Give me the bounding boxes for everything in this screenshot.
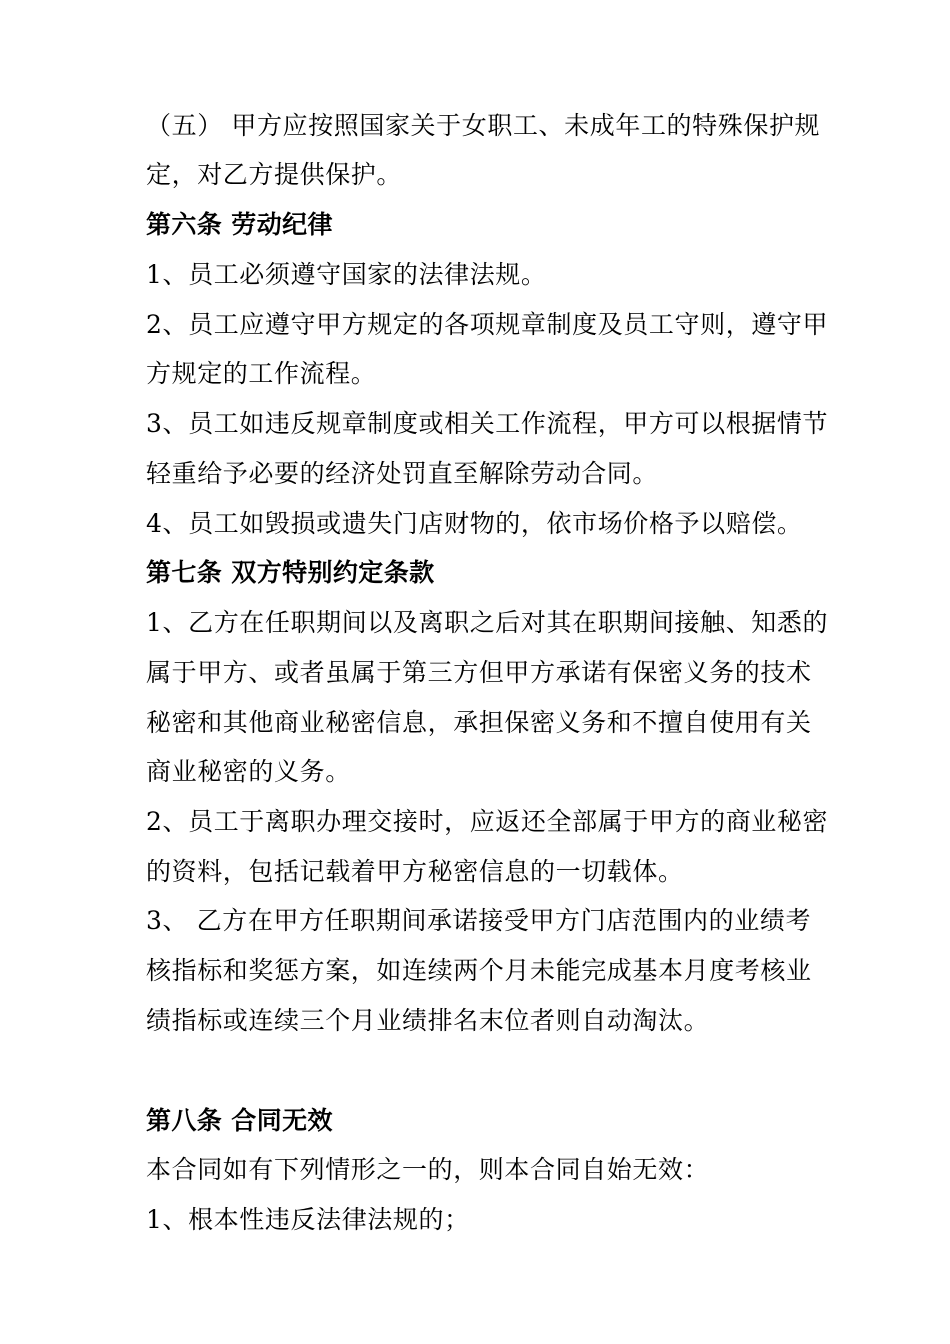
article-6-item-2-line-1: 2、员工应遵守甲方规定的各项规章制度及员工守则，遵守甲 [146, 310, 829, 339]
clause-5-5-line-1: （五） 甲方应按照国家关于女职工、未成年工的特殊保护规 [146, 111, 821, 140]
article-6-item-4: 4、员工如毁损或遗失门店财物的，依市场价格予以赔偿。 [146, 509, 803, 538]
article-7-heading: 第七条 双方特别约定条款 [146, 558, 435, 587]
article-8-item-1: 1、根本性违反法律法规的； [146, 1205, 470, 1234]
article-7-item-2-line-1: 2、员工于离职办理交接时，应返还全部属于甲方的商业秘密 [146, 807, 829, 836]
article-7-item-2-line-2: 的资料，包括记载着甲方秘密信息的一切载体。 [146, 857, 684, 886]
clause-5-5-line-2: 定，对乙方提供保护。 [146, 160, 403, 189]
article-6-item-3-line-2: 轻重给予必要的经济处罚直至解除劳动合同。 [146, 459, 659, 488]
article-6-item-1: 1、员工必须遵守国家的法律法规。 [146, 260, 547, 289]
article-6-heading: 第六条 劳动纪律 [146, 210, 333, 239]
article-7-item-3-line-2: 核指标和奖惩方案，如连续两个月未能完成基本月度考核业 [146, 956, 812, 985]
article-7-item-1-line-3: 秘密和其他商业秘密信息，承担保密义务和不擅自使用有关 [146, 708, 812, 737]
article-7-item-1-line-1: 1、乙方在任职期间以及离职之后对其在职期间接触、知悉的 [146, 608, 829, 637]
article-6-item-3-line-1: 3、员工如违反规章制度或相关工作流程，甲方可以根据情节 [146, 409, 829, 438]
article-7-item-1-line-2: 属于甲方、或者虽属于第三方但甲方承诺有保密义务的技术 [146, 658, 812, 687]
article-6-item-2-line-2: 方规定的工作流程。 [146, 359, 377, 388]
article-7-item-3-line-3: 绩指标或连续三个月业绩排名末位者则自动淘汰。 [146, 1006, 710, 1035]
article-7-item-3-line-1: 3、 乙方在甲方任职期间承诺接受甲方门店范围内的业绩考 [146, 906, 812, 935]
article-8-intro: 本合同如有下列情形之一的，则本合同自始无效： [146, 1155, 710, 1184]
article-7-item-1-line-4: 商业秘密的义务。 [146, 757, 351, 786]
article-8-heading: 第八条 合同无效 [146, 1106, 333, 1135]
